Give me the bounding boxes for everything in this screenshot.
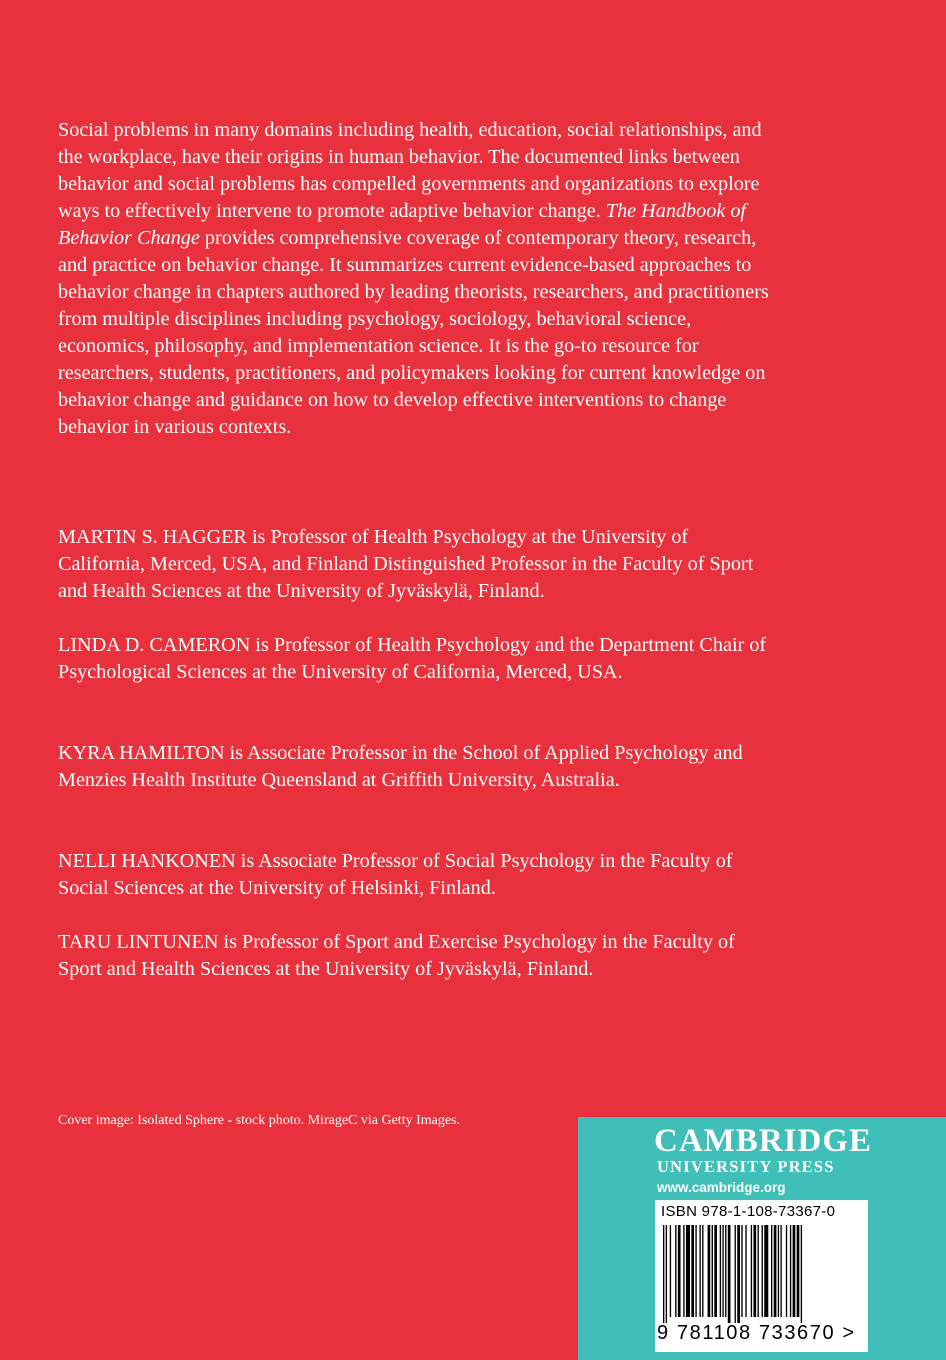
cover-image-credit: Cover image: Isolated Sphere - stock photo. MirageC via Getty Images. bbox=[58, 1113, 461, 1128]
barcode-bar bbox=[666, 1225, 667, 1323]
barcode-bar bbox=[778, 1225, 779, 1317]
barcode-digits: 9 781108 733670 > bbox=[657, 1322, 856, 1344]
barcode-bar bbox=[678, 1225, 681, 1317]
barcode-bar bbox=[728, 1225, 731, 1323]
barcode-bar bbox=[745, 1225, 746, 1317]
barcode-bar bbox=[793, 1225, 796, 1317]
description-paragraph bbox=[58, 117, 778, 441]
bio-taru-lintunen: TARU LINTUNEN is Professor of Sport and Exercise Psychology in the Faculty of Sport and Health Sciences at the University of Jyväskylä, Finland. bbox=[58, 931, 735, 980]
barcode-bar bbox=[714, 1225, 717, 1317]
publisher-panel bbox=[578, 1117, 946, 1360]
barcode-bar bbox=[695, 1225, 696, 1317]
barcode-bar bbox=[771, 1225, 772, 1317]
barcode-bar bbox=[764, 1225, 768, 1317]
barcode-bar bbox=[735, 1225, 736, 1323]
barcode-bar bbox=[663, 1225, 664, 1323]
barcode-bar bbox=[758, 1225, 759, 1317]
barcode-bar bbox=[801, 1225, 802, 1323]
barcode-bar bbox=[722, 1225, 723, 1317]
barcode-bar bbox=[725, 1225, 726, 1317]
barcode-bar bbox=[751, 1225, 752, 1317]
barcode-bar bbox=[720, 1225, 721, 1317]
description-part-1: Social problems in many domains including health, education, social relationships, and the workplace, have their origins in human behavior. The documented links between behavior and social problems has compelled governments and organizations to explore ways to effectively intervene to promote adaptive behavior change. bbox=[58, 119, 762, 222]
description-part-2: provides comprehensive coverage of contemporary theory, research, and practice on behavior change. It summarizes current evidence-based approaches to behavior change in chapters authored by leading theorists, researchers, and practitioners from multiple disciplines including psychology, sociology, behavioral science, economics, philosophy, and implementation science. It is the go-to resource for researchers, students, practitioners, and policymakers looking for current knowledge on behavior change and guidance on how to develop effective interventions to change behavior in various contexts. bbox=[58, 227, 769, 438]
barcode-bar bbox=[708, 1225, 711, 1317]
barcode-bar bbox=[790, 1225, 791, 1317]
barcode-bar bbox=[675, 1225, 676, 1317]
barcode-bar bbox=[797, 1225, 800, 1317]
isbn-label: ISBN 978-1-108-73367-0 bbox=[661, 1203, 836, 1220]
barcode-bar bbox=[699, 1225, 700, 1317]
barcode-image bbox=[661, 1225, 861, 1323]
barcode-bar bbox=[683, 1225, 684, 1317]
barcode-bar bbox=[737, 1225, 740, 1323]
barcode-bar bbox=[712, 1225, 713, 1317]
bio-linda-cameron: LINDA D. CAMERON is Professor of Health Psychology and the Department Chair of Psychological Sciences at the University of California, Merced, USA. bbox=[58, 634, 767, 683]
barcode-bar bbox=[762, 1225, 763, 1317]
barcode-bar bbox=[741, 1225, 742, 1317]
barcode-bar bbox=[774, 1225, 777, 1317]
barcode-bar bbox=[691, 1225, 694, 1317]
barcode-bar bbox=[780, 1225, 781, 1317]
publisher-subtitle: UNIVERSITY PRESS bbox=[657, 1157, 835, 1176]
bio-martin-hagger: MARTIN S. HAGGER is Professor of Health Psychology at the University of California, Merced, USA, and Finland Distinguished Professor in the Faculty of Sport and Health Sciences at the University of Jyväskylä, Finland. bbox=[58, 526, 754, 602]
barcode-bar bbox=[786, 1225, 787, 1317]
bio-kyra-hamilton: KYRA HAMILTON is Associate Professor in the School of Applied Psychology and Menzies Health Institute Queensland at Griffith University, Australia. bbox=[58, 742, 743, 791]
barcode-bar bbox=[686, 1225, 690, 1317]
publisher-url[interactable]: www.cambridge.org bbox=[657, 1180, 786, 1195]
bio-nelli-hankonen: NELLI HANKONEN is Associate Professor of Social Psychology in the Faculty of Social Sciences at the University of Helsinki, Finland. bbox=[58, 850, 733, 899]
book-title: The Handbook of Behavior Change bbox=[58, 200, 747, 249]
publisher-name: CAMBRIDGE bbox=[654, 1123, 873, 1159]
barcode-box bbox=[655, 1200, 868, 1352]
barcode-bar bbox=[702, 1225, 703, 1317]
barcode-bar bbox=[670, 1225, 671, 1317]
barcode-bar bbox=[753, 1225, 756, 1317]
